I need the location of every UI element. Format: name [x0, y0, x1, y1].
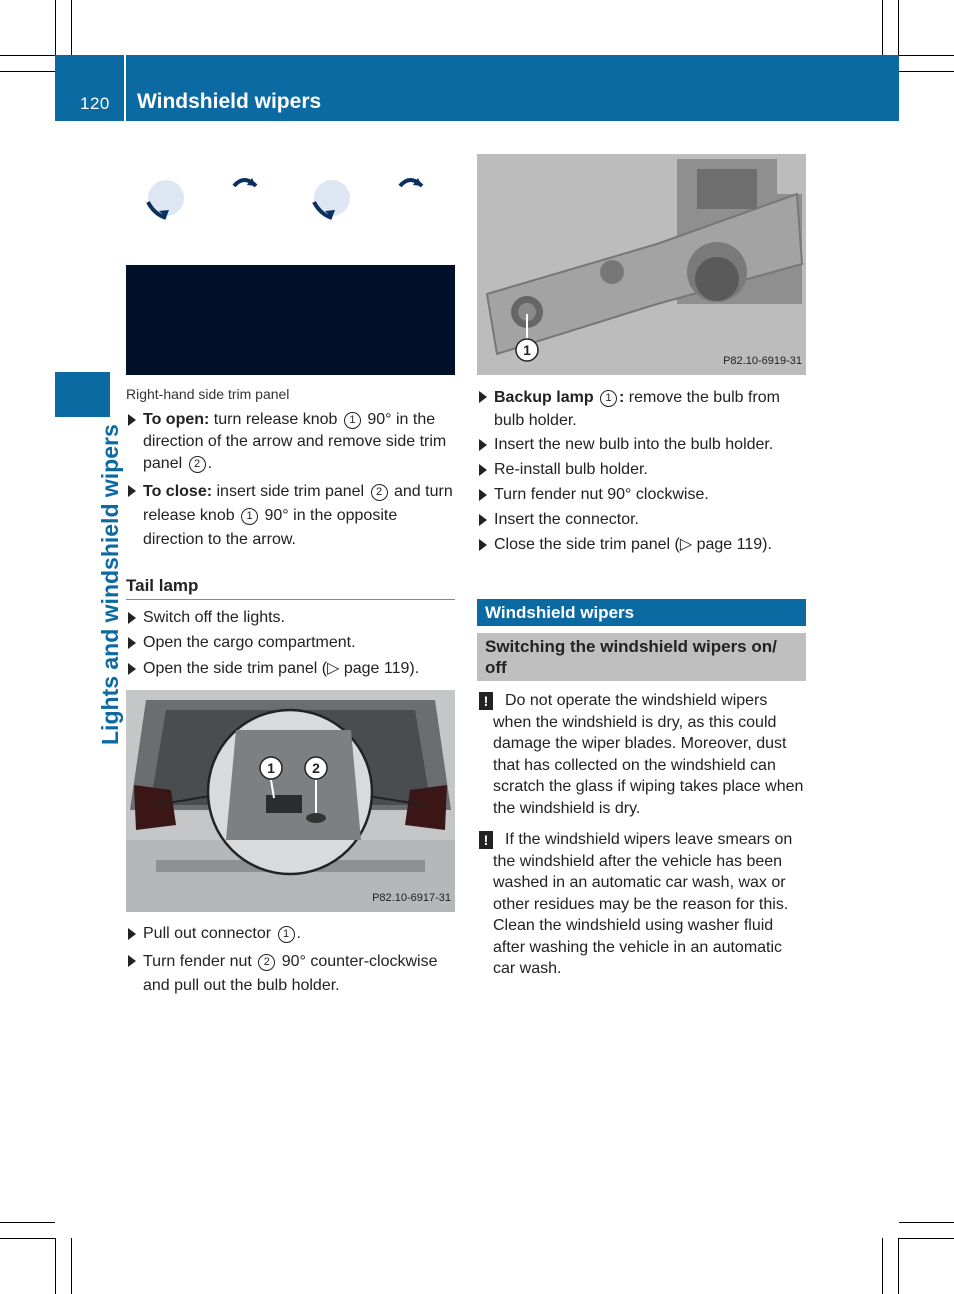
trim-panel-illustration	[126, 150, 455, 375]
crop-mark	[882, 0, 883, 55]
bullet-arrow-icon	[128, 928, 136, 940]
crop-mark	[898, 0, 899, 55]
warning-note: ! Do not operate the windshield wipers when the windshield is dry, as this could damage the wiper blades. Moreover, dust that has collected on the windshield can scratch the glass if wiping takes place when the windshield is dry.	[477, 690, 807, 819]
tail-step: Switch off the lights.	[126, 607, 456, 629]
crop-mark	[0, 1238, 55, 1239]
crop-mark	[71, 0, 72, 55]
page-title: Windshield wipers	[137, 90, 322, 113]
bullet-arrow-icon	[479, 464, 487, 476]
page-number: 120	[80, 94, 110, 113]
header-divider	[124, 55, 126, 121]
crop-mark	[55, 1238, 56, 1294]
crop-mark	[0, 71, 55, 72]
tail-step: Open the cargo compartment.	[126, 632, 456, 654]
bullet-arrow-icon	[128, 663, 136, 675]
crop-mark	[899, 1238, 954, 1239]
figure-callout: 1	[523, 342, 531, 358]
bulb-step: Close the side trim panel (▷ page 119).	[477, 534, 807, 556]
trim-panel-figure	[126, 150, 455, 375]
callout-number: 2	[189, 456, 206, 473]
warning-icon: !	[479, 831, 493, 849]
crop-mark	[899, 71, 954, 72]
close-step: To close: insert side trim panel 2 and turn release knob 1 90° in the opposite direction to the arrow.	[126, 480, 456, 552]
callout-number: 1	[241, 508, 258, 525]
tail-step: Open the side trim panel (▷ page 119).	[126, 658, 456, 680]
crop-mark	[898, 1238, 899, 1294]
bullet-arrow-icon	[128, 612, 136, 624]
callout-number: 2	[258, 954, 275, 971]
bullet-arrow-icon	[479, 391, 487, 403]
callout-number: 2	[371, 484, 388, 501]
side-chapter-label: Lights and windshield wipers	[97, 424, 123, 745]
figure-code: P82.10-6917-31	[372, 892, 451, 904]
figure-code: P82.10-6919-31	[723, 355, 802, 367]
figure-callout: 2	[312, 760, 320, 776]
bullet-arrow-icon	[479, 489, 487, 501]
bullet-arrow-icon	[479, 539, 487, 551]
crop-mark	[55, 0, 56, 55]
figure-callout: 1	[267, 760, 275, 776]
crop-mark	[882, 1238, 883, 1294]
bulb-step: Re-install bulb holder.	[477, 459, 807, 481]
sub-heading: Switching the windshield wipers on/ off	[477, 633, 806, 681]
bulb-step: Insert the connector.	[477, 509, 807, 531]
crop-mark	[899, 55, 954, 56]
callout-number: 1	[278, 926, 295, 943]
crop-mark	[0, 55, 55, 56]
bulb-step: Turn fender nut 90° clockwise.	[477, 484, 807, 506]
bullet-arrow-icon	[128, 637, 136, 649]
cargo-area-illustration	[126, 690, 455, 912]
bullet-arrow-icon	[128, 414, 136, 426]
bullet-arrow-icon	[128, 955, 136, 967]
figure-caption: Right-hand side trim panel	[126, 386, 290, 402]
warning-note: ! If the windshield wipers leave smears on the windshield after the vehicle has been washed in an automatic car wash, wax or other residues may be the reason for this. Clean the windshield using washer fluid after washing the vehicle in an automatic car wash.	[477, 829, 807, 980]
connector-step: Pull out connector 1 .	[126, 923, 456, 945]
bulb-step: Insert the new bulb into the bulb holder.	[477, 434, 807, 456]
heading-rule	[126, 599, 455, 600]
bulb-holder-figure	[477, 154, 806, 375]
side-tab	[55, 372, 110, 417]
crop-mark	[71, 1238, 72, 1294]
callout-number: 1	[600, 390, 617, 407]
tail-lamp-heading: Tail lamp	[126, 576, 199, 595]
fender-step: Turn fender nut 2 90° counter-clockwise and pull out the bulb holder.	[126, 950, 456, 998]
bullet-arrow-icon	[479, 514, 487, 526]
open-step: To open: turn release knob 1 90° in the direction of the arrow and remove side trim panel 2 .	[126, 409, 456, 475]
warning-icon: !	[479, 692, 493, 710]
backup-lamp-step: Backup lamp 1 : remove the bulb from bulb holder.	[477, 386, 807, 432]
bullet-arrow-icon	[128, 485, 136, 497]
bulb-holder-illustration	[477, 154, 806, 375]
section-heading: Windshield wipers	[477, 599, 806, 626]
tail-lamp-figure	[126, 690, 455, 912]
crop-mark	[899, 1222, 954, 1223]
bullet-arrow-icon	[479, 439, 487, 451]
callout-number: 1	[344, 412, 361, 429]
crop-mark	[0, 1222, 55, 1223]
